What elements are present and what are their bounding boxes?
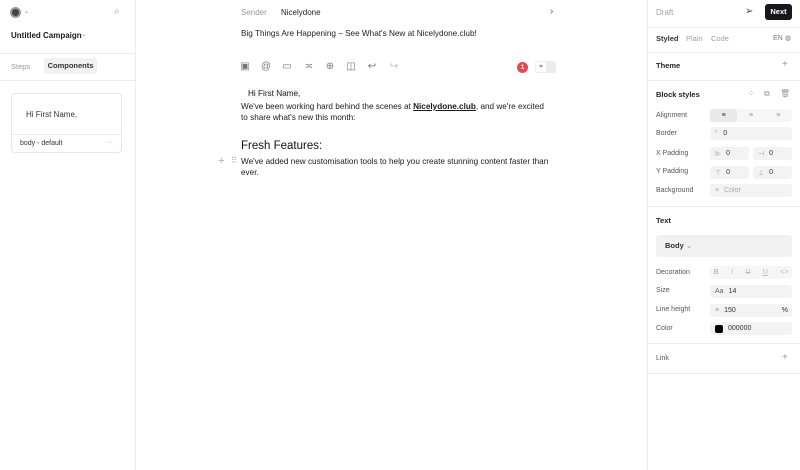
undo-icon[interactable]: ↩: [367, 61, 377, 72]
more-icon[interactable]: ···: [106, 139, 113, 146]
align-left-button[interactable]: ≡: [710, 109, 737, 122]
redo-icon[interactable]: ↪: [389, 61, 399, 72]
alignment-group: [710, 109, 792, 122]
text-color-input[interactable]: 000000: [710, 322, 792, 335]
language-select[interactable]: EN ◍: [773, 35, 791, 42]
workspace-logo-icon[interactable]: [10, 7, 21, 18]
padding-top-input[interactable]: ⊤ 0: [710, 166, 749, 179]
add-theme-icon[interactable]: +: [782, 59, 788, 70]
padding-right-input[interactable]: ⊣ 0: [753, 147, 792, 160]
chevron-down-icon[interactable]: ⌄: [24, 9, 30, 15]
decoration-group: [710, 266, 792, 279]
chevron-down-icon[interactable]: ⌄: [81, 32, 87, 38]
status-draft: Draft: [656, 8, 674, 17]
paragraph-1[interactable]: We've been working hard behind the scenes at Nicelydone.club, and we're excited to share what's new this month:: [241, 102, 544, 122]
copy-icon[interactable]: ⧉: [764, 89, 770, 98]
preview-toggle[interactable]: [535, 61, 556, 73]
tab-steps[interactable]: Steps: [11, 62, 31, 71]
font-size-input[interactable]: Aa 14: [710, 285, 792, 298]
globe-icon[interactable]: ⊕: [325, 61, 335, 72]
color-label: Color: [656, 325, 673, 332]
tab-components[interactable]: Components: [44, 58, 97, 74]
strikethrough-button[interactable]: U: [745, 269, 751, 276]
tab-styled[interactable]: Styled: [656, 34, 679, 43]
globe-icon: ◍: [784, 35, 791, 42]
component-preview: Hi First Name,: [26, 110, 78, 119]
component-card[interactable]: [11, 93, 122, 153]
y-padding-label: Y Padding: [656, 168, 689, 175]
greeting[interactable]: Hi First Name,: [248, 89, 301, 98]
border-input[interactable]: ⌜ 0: [710, 127, 792, 140]
tab-plain[interactable]: Plain: [686, 34, 703, 43]
font-size-icon: Aa: [715, 288, 724, 295]
drag-handle-icon[interactable]: ⠿: [231, 156, 237, 165]
background-label: Background: [656, 187, 694, 194]
padding-left-icon: ⊫: [715, 150, 722, 158]
chevron-right-icon[interactable]: ›: [550, 6, 554, 17]
text-label: Text: [656, 216, 671, 225]
border-icon: ⌜: [715, 130, 719, 138]
paragraph-2[interactable]: We've added new customisation tools to help you create stunning content faster than ever.: [241, 157, 549, 177]
padding-bottom-input[interactable]: ⊥ 0: [753, 166, 792, 179]
send-test-icon[interactable]: ➢: [745, 6, 754, 17]
next-button[interactable]: Next: [765, 4, 792, 20]
nicelydone-link[interactable]: Nicelydone.club: [413, 102, 476, 111]
sender-value[interactable]: Nicelydone: [281, 8, 321, 17]
sender-label: Sender: [241, 8, 267, 17]
bold-button[interactable]: B: [713, 269, 719, 276]
component-name: body - default: [20, 140, 63, 147]
button-icon[interactable]: ▭: [282, 61, 292, 72]
padding-bottom-icon: ⊥: [758, 169, 765, 177]
plus-icon: +: [715, 187, 720, 194]
align-right-button[interactable]: ≡: [776, 112, 781, 119]
decoration-label: Decoration: [656, 269, 690, 276]
columns-icon[interactable]: ◫: [346, 61, 356, 72]
alignment-label: Alignment: [656, 112, 688, 119]
error-badge[interactable]: 1: [517, 62, 528, 73]
padding-left-input[interactable]: ⊫ 0: [710, 147, 749, 160]
grid-icon[interactable]: ⁘: [748, 89, 755, 98]
line-height-icon: ≡: [715, 307, 720, 314]
color-swatch: [715, 325, 723, 333]
image-icon[interactable]: ▣: [240, 61, 250, 72]
line-height-input[interactable]: ≡ 150 %: [710, 304, 792, 317]
subject-line[interactable]: Big Things Are Happening – See What's New at Nicelydone.club!: [241, 29, 477, 38]
add-link-icon[interactable]: +: [782, 352, 788, 363]
border-label: Border: [656, 130, 678, 137]
text-style-select[interactable]: Body ⌄: [656, 235, 792, 257]
padding-right-icon: ⊣: [758, 150, 765, 158]
underline-button[interactable]: U: [762, 269, 768, 276]
theme-label: Theme: [656, 61, 681, 70]
heading[interactable]: Fresh Features:: [241, 140, 323, 152]
italic-button[interactable]: I: [731, 269, 733, 276]
chevron-down-icon: ⌄: [685, 241, 693, 250]
tag-icon: ⌗: [536, 62, 546, 72]
size-label: Size: [656, 287, 670, 294]
trash-icon[interactable]: 🗑: [780, 89, 791, 98]
align-center-button[interactable]: ≡: [748, 112, 754, 119]
line-height-label: Line height: [656, 306, 691, 313]
background-color-input[interactable]: + Color: [710, 184, 792, 197]
campaign-title[interactable]: Untitled Campaign: [11, 31, 82, 40]
add-block-icon[interactable]: +: [218, 155, 225, 167]
padding-top-icon: ⊤: [715, 169, 722, 177]
mention-icon[interactable]: @: [260, 61, 272, 72]
divider-icon[interactable]: ≍: [304, 61, 314, 72]
search-icon[interactable]: ⌕: [114, 6, 120, 17]
link-label: Link: [656, 355, 669, 362]
tab-code[interactable]: Code: [711, 34, 729, 43]
code-button[interactable]: <>: [780, 269, 789, 276]
sidebar-divider: [135, 0, 136, 470]
block-styles-label: Block styles: [656, 90, 700, 99]
x-padding-label: X Padding: [656, 150, 689, 157]
